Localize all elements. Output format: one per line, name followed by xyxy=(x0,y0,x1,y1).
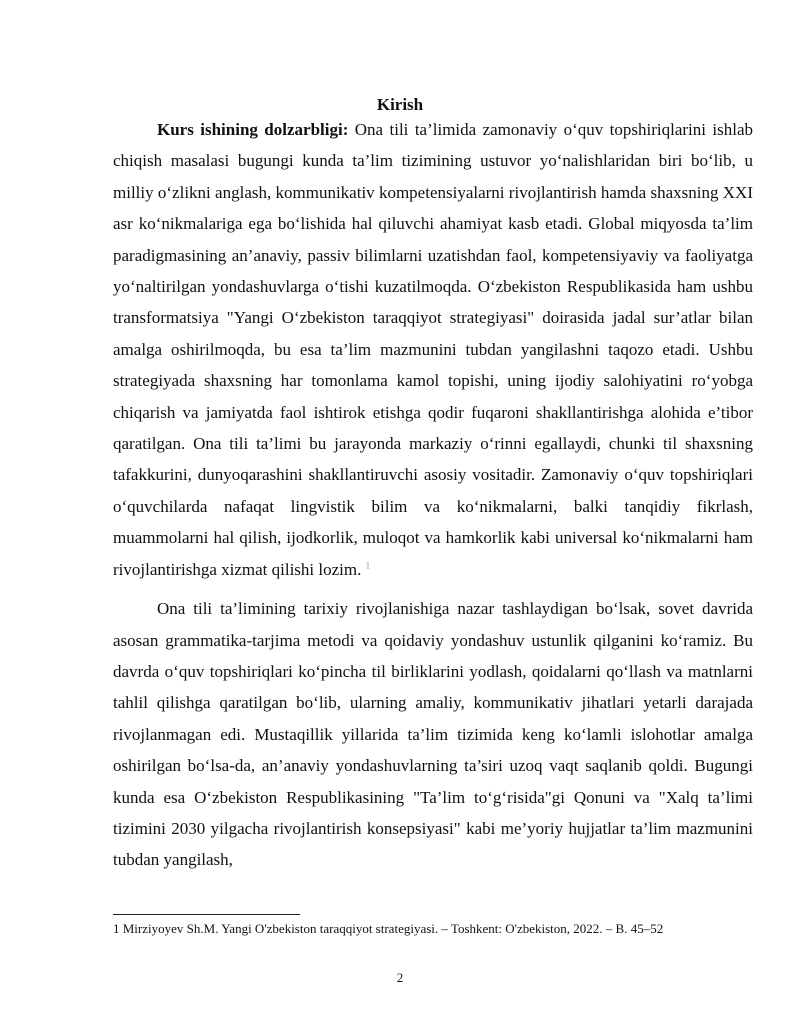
page-number: 2 xyxy=(396,970,404,985)
footnote-reference[interactable]: 1 xyxy=(365,560,371,571)
paragraph-2-text: Ona tili ta’limining tarixiy rivojlanishiga nazar tashlaydigan bo‘lsak, sovet davrida asosan grammatika-tarjima metodi va qoidaviy yondashuv ustunlik qilganini ko‘ramiz. Bu davrda o‘quv topshiriqlari ko‘pincha til birliklarini yodlash, qoidalarni qo‘llash va matnlarni tahlil qilishga qaratilgan bo‘lib, ularning amaliy, kommunikativ jihatlari yetarli darajada rivojlanmagan edi. Mustaqillik yillarida ta’lim tizimida keng ko‘lamli islohotlar amalga oshirilgan bo‘lsa-da, an’anaviy yondashuvlarning ta’siri uzoq vaqt saqlanib qoldi. Bugungi kunda esa O‘zbekiston Respublikasining "Ta’lim to‘g‘risida"gi Qonuni va "Xalq ta’limi tizimini 2030 yilgacha rivojlantirish konsepsiyasi" kabi me’yoriy hujjatlar ta’lim mazmunini tubdan yangilash, xyxy=(113,599,753,870)
footnote-separator xyxy=(113,914,300,915)
footnote: 1 Mirziyoyev Sh.M. Yangi O'zbekiston taraqqiyot strategiyasi. – Toshkent: O'zbekiston, 2022. – B. 45–52 xyxy=(113,921,664,936)
paragraph-1 xyxy=(113,114,753,585)
paragraph-2 xyxy=(113,593,753,876)
section-heading: Kirish xyxy=(376,95,424,114)
paragraph-1-text: Ona tili ta’limida zamonaviy o‘quv topshiriqlarini ishlab chiqish masalasi bugungi kunda ta’lim tizimining ustuvor yo‘nalishlaridan biri bo‘lib, u milliy o‘zlikni anglash, kommunikativ kompetensiyalarni rivojlantirish hamda shaxsning XXI asr ko‘nikmalariga ega bo‘lishida hal qiluvchi ahamiyat kasb etadi. Global miqyosda ta’lim paradigmasining an’anaviy, passiv bilimlarni uzatishdan faol, kompetensiyaviy va faoliyatga yo‘naltirilgan yondashuvlarga o‘tishi kuzatilmoqda. O‘zbekiston Respublikasida ham ushbu transformatsiya "Yangi O‘zbekiston taraqqiyot strategiyasi" doirasida jadal sur’atlar bilan amalga oshirilmoqda, bu esa ta’lim mazmunini tubdan yangilashni taqozo etadi. Ushbu strategiyada shaxsning har tomonlama kamol topishi, uning ijodiy salohiyatini ro‘yobga chiqarish va jamiyatda faol ishtirok etishga qodir fuqaroni shakllantirishga alohida e’tibor qaratilgan. Ona tili ta’limi bu jarayonda markaziy o‘rinni egallaydi, chunki til shaxsning tafakkurini, dunyoqarashini shakllantiruvchi asosiy vositadir. Zamonaviy o‘quv topshiriqlari o‘quvchilarda nafaqat lingvistik bilim va ko‘nikmalarni, balki tanqidiy fikrlash, muammolarni hal qilish, ijodkorlik, muloqot va hamkorlik kabi universal ko‘nikmalarni ham rivojlantirishga xizmat qilishi lozim. xyxy=(113,120,753,579)
paragraph-lead: Kurs ishining dolzarbligi: xyxy=(157,120,349,139)
body-text xyxy=(113,114,753,876)
